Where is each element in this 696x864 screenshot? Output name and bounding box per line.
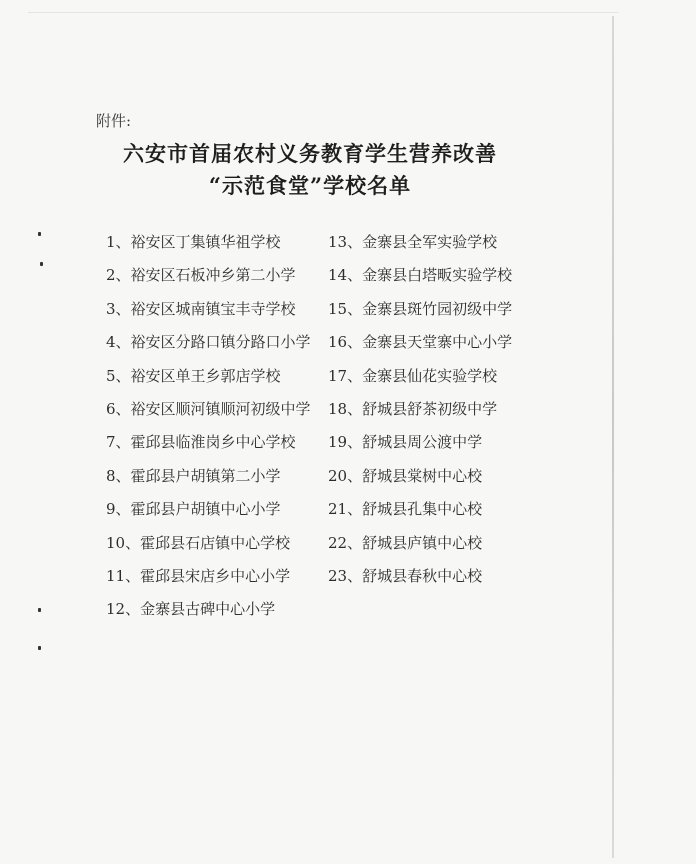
- scan-speck: [38, 232, 41, 236]
- list-item: 14、金寨县白塔畈实验学校: [328, 266, 513, 285]
- list-item: 13、金寨县全军实验学校: [328, 233, 498, 251]
- list-item: 1、裕安区丁集镇华祖学校: [106, 233, 281, 251]
- list-item: 21、舒城县孔集中心校: [328, 500, 483, 519]
- list-item: 2、裕安区石板冲乡第二小学: [106, 266, 296, 285]
- list-item: 5、裕安区单王乡郭店学校: [106, 366, 281, 385]
- list-item: 6、裕安区顺河镇顺河初级中学: [106, 399, 311, 418]
- document-title-line-1: 六安市首届农村义务教育学生营养改善: [123, 141, 497, 166]
- scan-edge-right: [612, 16, 614, 858]
- school-list-left-column: [106, 232, 311, 633]
- attachment-label: 附件:: [96, 112, 132, 130]
- list-item: 3、裕安区城南镇宝丰寺学校: [106, 299, 296, 318]
- list-item: 15、金寨县斑竹园初级中学: [328, 299, 513, 318]
- list-item: 10、霍邱县石店镇中心学校: [106, 533, 291, 552]
- list-item: 18、舒城县舒茶初级中学: [328, 399, 498, 418]
- list-item: 12、金寨县古碑中心小学: [106, 600, 276, 619]
- document-title-line-2: “示范食堂”学校名单: [208, 173, 412, 198]
- list-item: 9、霍邱县户胡镇中心小学: [106, 500, 281, 519]
- list-item: 19、舒城县周公渡中学: [328, 433, 483, 452]
- list-item: 11、霍邱县宋店乡中心小学: [106, 566, 291, 585]
- list-item: 8、霍邱县户胡镇第二小学: [106, 466, 281, 485]
- list-item: 7、霍邱县临淮岗乡中心学校: [106, 433, 296, 452]
- list-item: 20、舒城县棠树中心校: [328, 466, 483, 485]
- list-item: 22、舒城县庐镇中心校: [328, 533, 483, 552]
- list-item: 16、金寨县天堂寨中心小学: [328, 333, 513, 352]
- list-item: 23、舒城县春秋中心校: [328, 566, 483, 585]
- list-item: 17、金寨县仙花实验学校: [328, 366, 498, 385]
- scan-speck: [38, 646, 41, 650]
- school-list-right-column: [328, 232, 512, 599]
- list-item: 4、裕安区分路口镇分路口小学: [106, 333, 311, 352]
- scan-edge-top: [28, 12, 618, 13]
- scan-speck: [38, 608, 41, 612]
- scan-speck: [40, 262, 43, 266]
